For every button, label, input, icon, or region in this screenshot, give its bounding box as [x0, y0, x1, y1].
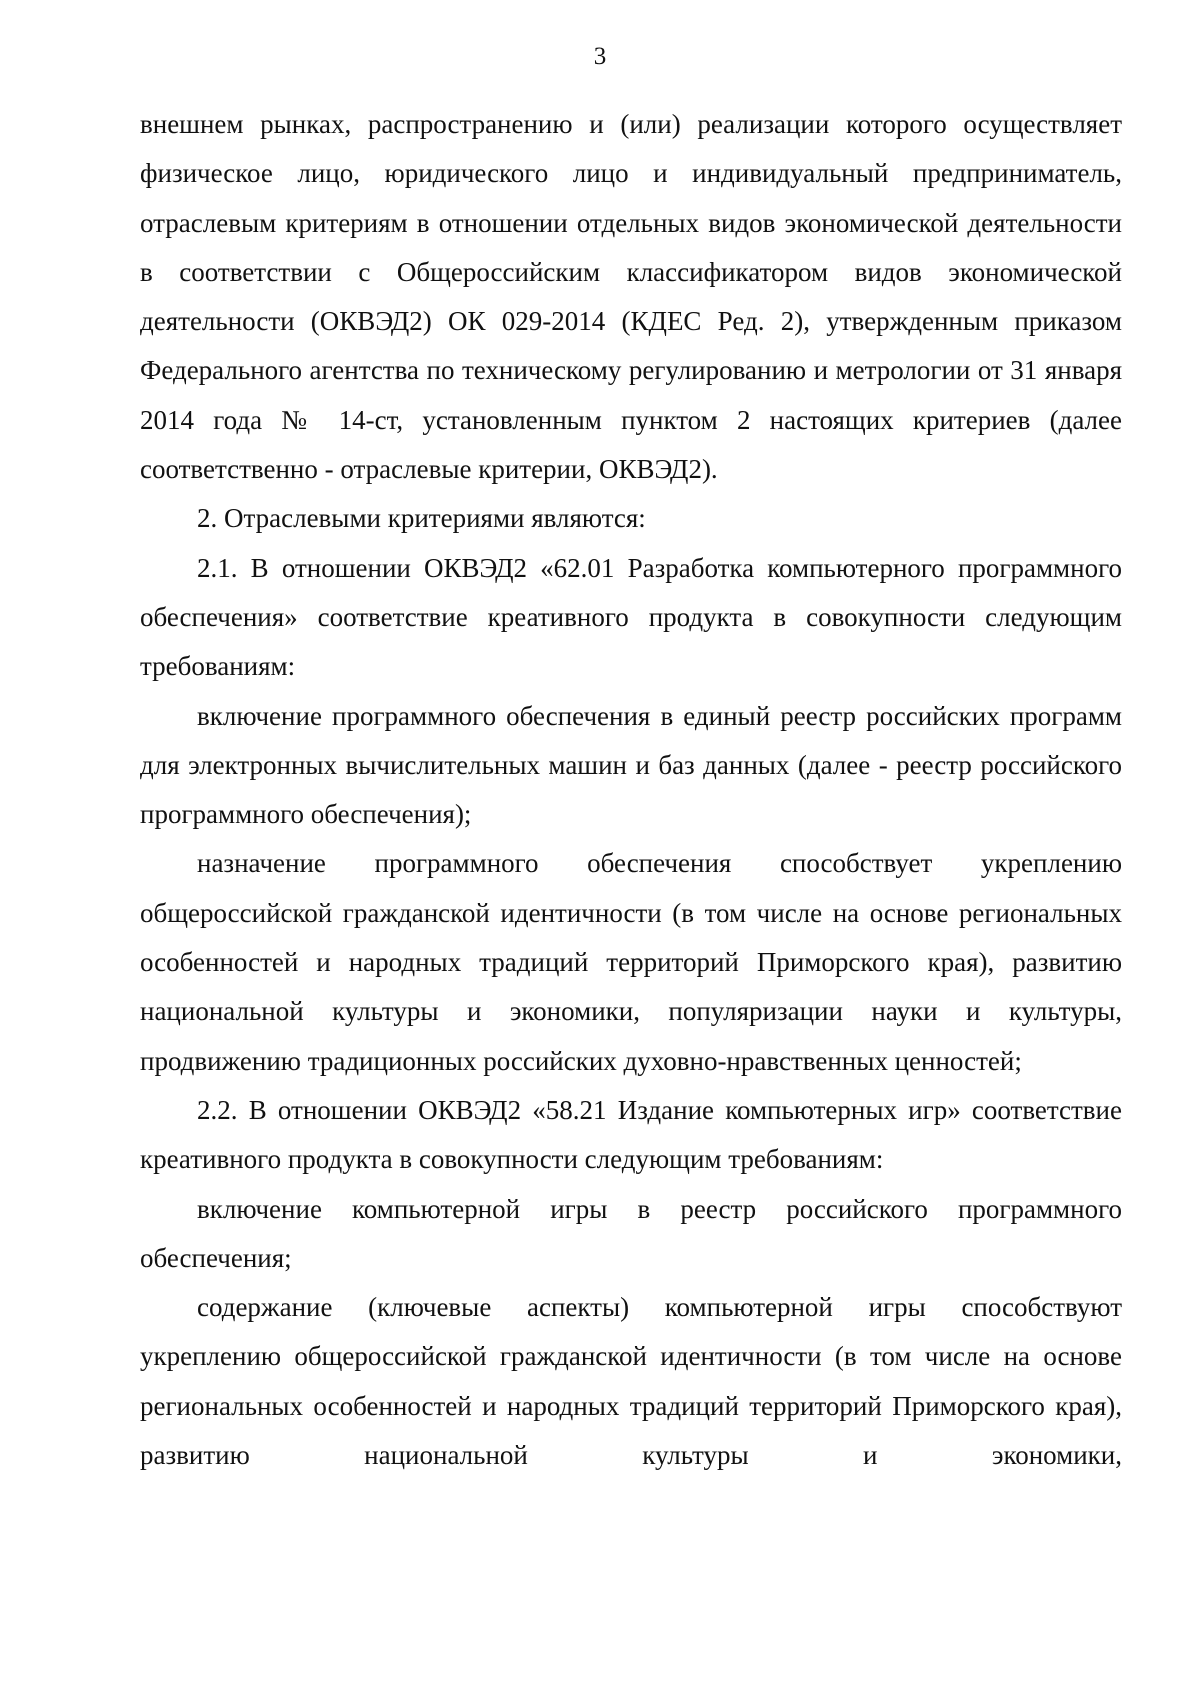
paragraph-2-2-registry: включение компьютерной игры в реестр российского программного обеспечения; [140, 1193, 1122, 1273]
paragraph-criteria-intro: 2. Отраслевыми критериями являются: [197, 503, 646, 534]
paragraph-2-2-content: содержание (ключевые аспекты) компьютерной игры способствуют укреплению общероссийской гражданской идентичности (в том числе на основе региональных особенностей и народных традиций территорий Приморского края), развитию национальной культуры и экономики, [140, 1292, 1122, 1471]
document-body [140, 100, 1122, 1480]
page-number: 3 [593, 43, 607, 70]
paragraph-2-1-heading: 2.1. В отношении ОКВЭД2 «62.01 Разработка компьютерного программного обеспечения» соответствие креативного продукта в совокупности следующим требованиям: [140, 552, 1122, 682]
paragraph-continuation: внешнем рынках, распространению и (или) реализации которого осуществляет физическое лицо, юридического лицо и индивидуальный предприниматель, отраслевым критериям в отношении отдельных видов экономической деятельности в соответствии с Общероссийским классификатором видов экономической деятельности (ОКВЭД2) ОК 029-2014 (КДЕС Ред. 2), утвержденным приказом Федерального агентства по техническому регулированию и метрологии от 31 января 2014 года № 14-ст, установленным пунктом 2 настоящих критериев (далее соответственно - отраслевые критерии, ОКВЭД2). [140, 109, 1122, 485]
paragraph-2-1-registry: включение программного обеспечения в единый реестр российских программ для электронных вычислительных машин и баз данных (далее - реестр российского программного обеспечения); [140, 700, 1122, 830]
paragraph-2-2-heading: 2.2. В отношении ОКВЭД2 «58.21 Издание компьютерных игр» соответствие креативного продукта в совокупности следующим требованиям: [140, 1094, 1122, 1175]
paragraph-2-1-purpose: назначение программного обеспечения способствует укреплению общероссийской гражданской идентичности (в том числе на основе региональных особенностей и народных традиций территорий Приморского края), развитию национальной культуры и экономики, популяризации науки и культуры, продвижению традиционных российских духовно-нравственных ценностей; [140, 848, 1122, 1076]
